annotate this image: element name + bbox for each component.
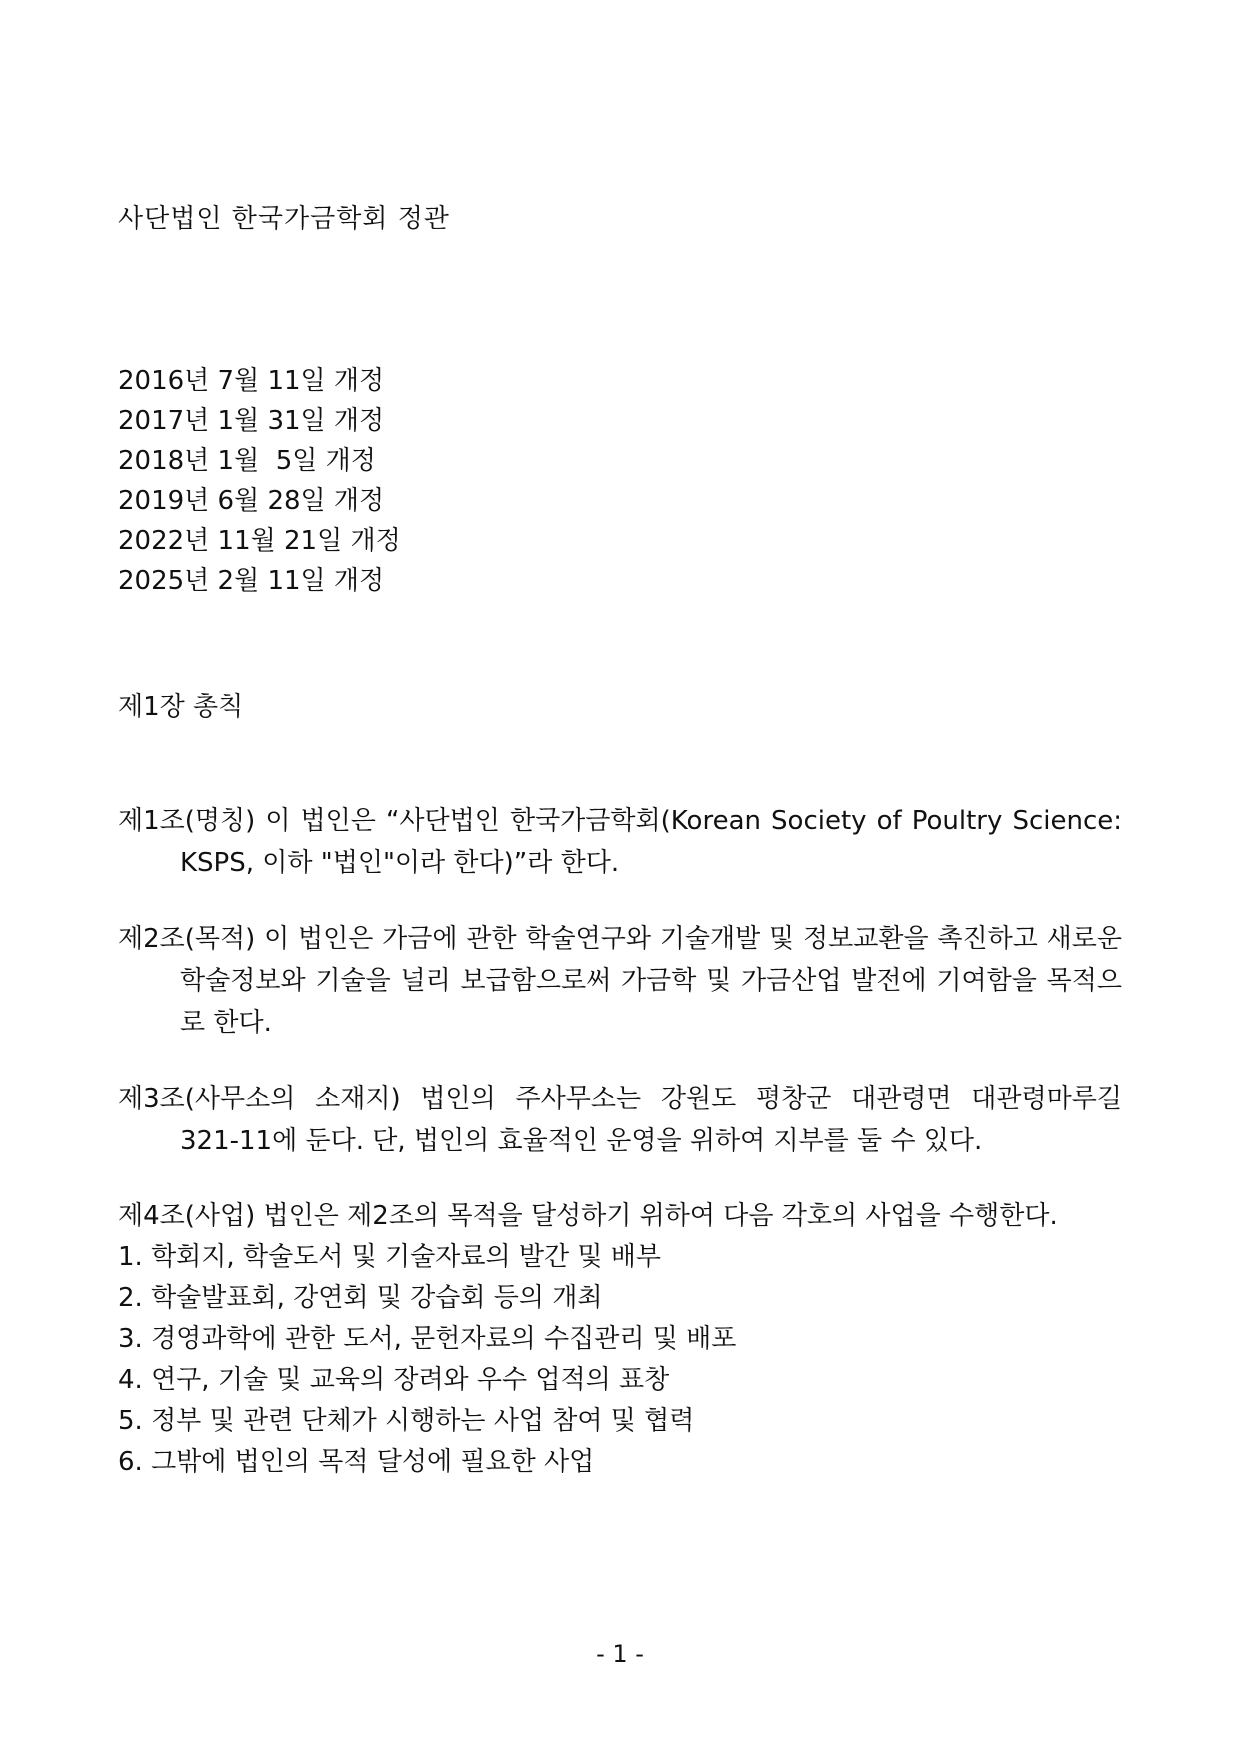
list-item: 3. 경영과학에 관한 도서, 문헌자료의 수집관리 및 배포	[118, 1324, 737, 1354]
article-2	[118, 918, 1122, 1044]
revision-line: 2018년 1월 5일 개정	[118, 446, 376, 476]
revision-line: 2025년 2월 11일 개정	[118, 566, 385, 596]
article-4-line-1: 제4조(사업) 법인은 제2조의 목적을 달성하기 위하여 다음 각호의 사업을 수행한다.	[118, 1201, 1058, 1231]
article-2-continuation: 로 한다.	[180, 1008, 272, 1038]
article-2-line-1: 제2조(목적) 이 법인은 가금에 관한 학술연구와 기술개발 및 정보교환을 촉진하고 새로운	[118, 924, 1122, 954]
article-3	[118, 1078, 1122, 1162]
revision-history	[118, 361, 401, 601]
list-item: 2. 학술발표회, 강연회 및 강습회 등의 개최	[118, 1283, 603, 1313]
list-item: 6. 그밖에 법인의 목적 달성에 필요한 사업	[118, 1447, 595, 1477]
article-3-line-1: 제3조(사무소의 소재지) 법인의 주사무소는 강원도 평창군 대관령면 대관령마루길	[118, 1084, 1122, 1114]
revision-line: 2017년 1월 31일 개정	[118, 406, 385, 436]
business-list	[118, 1237, 736, 1483]
revision-line: 2019년 6월 28일 개정	[118, 486, 385, 516]
document-title: 사단법인 한국가금학회 정관	[118, 204, 450, 234]
article-4	[118, 1195, 1122, 1237]
revision-line: 2022년 11월 21일 개정	[118, 526, 401, 556]
article-2-line-2: 학술정보와 기술을 널리 보급함으로써 가금학 및 가금산업 발전에 기여함을 목적으	[180, 966, 1122, 996]
list-item: 4. 연구, 기술 및 교육의 장려와 우수 업적의 표창	[118, 1365, 670, 1395]
page-number: - 1 -	[596, 1640, 644, 1668]
list-item: 5. 정부 및 관련 단체가 시행하는 사업 참여 및 협력	[118, 1406, 695, 1436]
article-3-continuation: 321-11에 둔다. 단, 법인의 효율적인 운영을 위하여 지부를 둘 수 있다.	[180, 1126, 983, 1156]
chapter-heading: 제1장 총칙	[118, 692, 244, 722]
article-1-continuation: KSPS, 이하 "법인"이라 한다)”라 한다.	[180, 848, 620, 878]
list-item: 1. 학회지, 학술도서 및 기술자료의 발간 및 배부	[118, 1242, 662, 1272]
article-1	[118, 800, 1122, 884]
revision-line: 2016년 7월 11일 개정	[118, 366, 385, 396]
article-1-line-1: 제1조(명칭) 이 법인은 “사단법인 한국가금학회(Korean Society of Poultry Science:	[118, 806, 1122, 836]
